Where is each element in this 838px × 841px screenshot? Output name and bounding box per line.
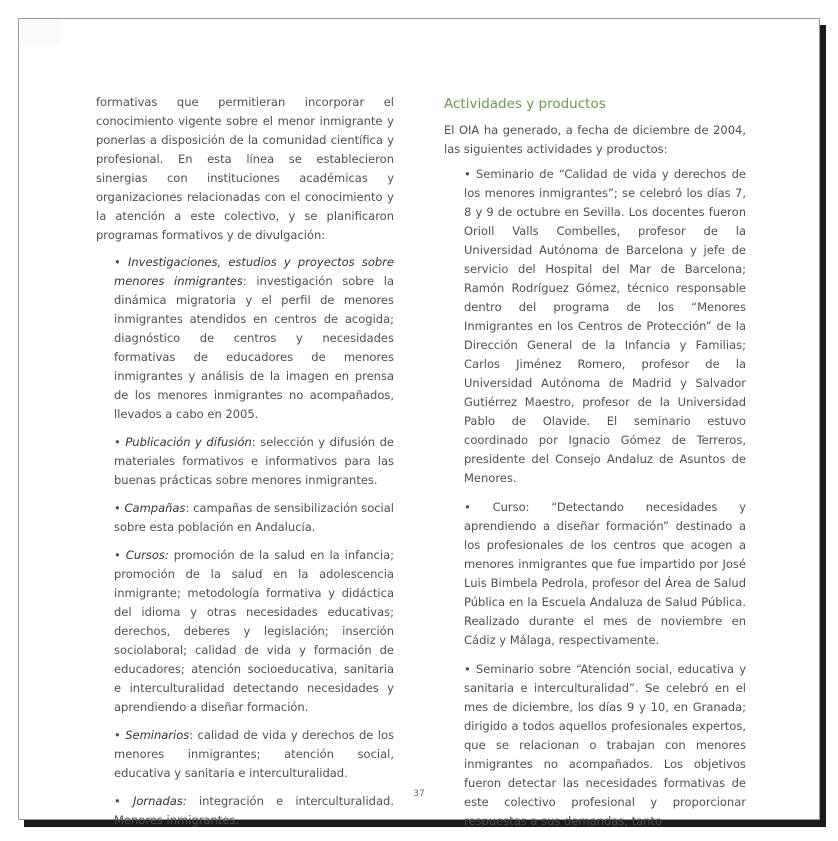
bullet-text: : investigación sobre la dinámica migratoria y el perfil de menores inmigrantes atendidos en centros de acogida; diagnóstico de centros y necesidades formativas de educadores de menores inmigrantes y análisis de la imagen en prensa de los menores inmigrantes no acompañados, llevados a cabo en 2005.	[114, 274, 394, 421]
bullet-text: Curso: “Detectando necesidades y aprendiendo a diseñar formación” destinado a los profesionales de los centros que acogen a menores inmigrantes que fue impartido por José Luis Bimbela Pedrola, profesor del Área de Salud Pública en la Escuela Andaluza de Salud Pública. Realizado durante el mes de noviembre en Cádiz y Málaga, respectivamente.	[464, 500, 746, 647]
bullet-term: Seminarios	[125, 728, 190, 742]
bullet-item: • Curso: “Detectando necesidades y aprendiendo a diseñar formación” destinado a los profesionales de los centros que acogen a menores inmigrantes que fue impartido por José Luis Bimbela Pedrola, profesor del Área de Salud Pública en la Escuela Andaluza de Salud Pública. Realizado durante el mes de noviembre en Cádiz y Málaga, respectivamente.	[464, 500, 746, 647]
bullet-term: Jornadas:	[132, 794, 187, 808]
bullet-text: integración e interculturalidad. Menores inmigrantes.	[114, 794, 394, 827]
bullet-item: • Investigaciones, estudios y proyectos sobre menores inmigrantes: investigación sobre la dinámica migratoria y el perfil de menores inmigrantes atendidos en centros de acogida; diagnóstico de centros y necesidades formativas de educadores de menores inmigrantes y análisis de la imagen en prensa de los menores inmigrantes no acompañados, llevados a cabo en 2005.	[114, 255, 394, 421]
bullet-item: • Seminario de “Calidad de vida y derechos de los menores inmigrantes”; se celebró los días 7, 8 y 9 de octubre en Sevilla. Los docentes fueron Orioll Valls Combelles, profesor de la Universidad Autónoma de Barcelona y jefe de servicio del Hospital del Mar de Barcelona; Ramón Rodríguez Gómez, técnico responsable dentro del programa de los “Menores Inmigrantes en los Centros de Protección” de la Dirección General de la Infancia y Familias; Carlos Jiménez Romero, profesor de la Universidad Autónoma de Madrid y Salvador Gutiérrez Maestro, profesor de la Universidad Pablo de Olavide. El seminario estuvo coordinado por Ignacio Gómez de Terreros, presidente del Consejo Andaluz de Asuntos de Menores.	[464, 167, 746, 485]
bullet-term: Campañas	[124, 501, 186, 515]
page-number: 37	[413, 789, 425, 799]
left-intro-paragraph: formativas que permitieran incorporar el conocimiento vigente sobre el menor inmigrante y ponerlas a disposición de la comunidad científica y profesional. En esta línea se establecieron sinergias con instituciones académicas y organizaciones relacionadas con el conocimiento y la atención a este colectivo, y se planificaron programas formativos y de divulgación:	[96, 95, 394, 242]
bullet-item: • Publicación y difusión: selección y difusión de materiales formativos e informativos para las buenas prácticas sobre menores inmigrantes.	[114, 435, 394, 487]
left-column	[96, 93, 394, 839]
bullet-item: • Seminario sobre “Atención social, educativa y sanitaria e interculturalidad”. Se celebró en el mes de diciembre, los días 9 y 10, en Granada; dirigido a todos aquellos profesionales expertos, que se relacionan o trabajan con menores inmigrantes no acompañados. Los objetivos fueron detectar las necesidades formativas de este colectivo profesional y proporcionar respuestas a sus demandas, tanto	[464, 662, 746, 828]
bullet-text: : calidad de vida y derechos de los menores inmigrantes; atención social, educativa y sanitaria e interculturalidad.	[114, 728, 394, 780]
bullet-text: : selección y difusión de materiales formativos e informativos para las buenas prácticas sobre menores inmigrantes.	[114, 435, 394, 487]
bullet-term: Publicación y difusión	[125, 435, 252, 449]
scan-corner-mark	[21, 19, 61, 45]
section-title: Actividades y productos	[444, 96, 606, 112]
bullet-text: Seminario de “Calidad de vida y derechos de los menores inmigrantes”; se celebró los días 7, 8 y 9 de octubre en Sevilla. Los docentes fueron Orioll Valls Combelles, profesor de la Universidad Autónoma de Barcelona y jefe de servicio del Hospital del Mar de Barcelona; Ramón Rodríguez Gómez, técnico responsable dentro del programa de los “Menores Inmigrantes en los Centros de Protección” de la Dirección General de la Infancia y Familias; Carlos Jiménez Romero, profesor de la Universidad Autónoma de Madrid y Salvador Gutiérrez Maestro, profesor de la Universidad Pablo de Olavide. El seminario estuvo coordinado por Ignacio Gómez de Terreros, presidente del Consejo Andaluz de Asuntos de Menores.	[464, 167, 746, 485]
right-column	[444, 93, 746, 841]
bullet-text: promoción de la salud en la infancia; promoción de la salud en la adolescencia inmigrante; metodología formativa y didáctica del idioma y otras necesidades educativas; derechos, deberes y legislación; inserción sociolaboral; calidad de vida y formación de educadores; atención socioeducativa, sanitaria e interculturalidad detectando necesidades y aprendiendo a diseñar formación.	[114, 548, 394, 714]
bullet-item: • Jornadas: integración e interculturalidad. Menores inmigrantes.	[114, 794, 394, 827]
bullet-term: Investigaciones, estudios y proyectos sobre menores inmigrantes	[114, 255, 394, 288]
bullet-item: • Cursos: promoción de la salud en la infancia; promoción de la salud en la adolescencia inmigrante; metodología formativa y didáctica del idioma y otras necesidades educativas; derechos, deberes y legislación; inserción sociolaboral; calidad de vida y formación de educadores; atención socioeducativa, sanitaria e interculturalidad detectando necesidades y aprendiendo a diseñar formación.	[114, 548, 394, 714]
left-bullet-list	[114, 253, 394, 830]
bullet-item: • Seminarios: calidad de vida y derechos de los menores inmigrantes; atención social, educativa y sanitaria e interculturalidad.	[114, 728, 394, 780]
right-intro-paragraph: El OIA ha generado, a fecha de diciembre de 2004, las siguientes actividades y productos:	[444, 123, 746, 156]
bullet-term: Cursos:	[125, 548, 169, 562]
document-page	[18, 18, 820, 828]
bullet-text: : campañas de sensibilización social sobre esta población en Andalucía.	[114, 501, 394, 534]
bullet-item: • Campañas: campañas de sensibilización social sobre esta población en Andalucía.	[114, 501, 394, 534]
right-bullet-list	[464, 165, 746, 831]
bullet-text: Seminario sobre “Atención social, educativa y sanitaria e interculturalidad”. Se celebró en el mes de diciembre, los días 9 y 10, en Granada; dirigido a todos aquellos profesionales expertos, que se relacionan o trabajan con menores inmigrantes no acompañados. Los objetivos fueron detectar las necesidades formativas de este colectivo profesional y proporcionar respuestas a sus demandas, tanto	[464, 662, 746, 828]
